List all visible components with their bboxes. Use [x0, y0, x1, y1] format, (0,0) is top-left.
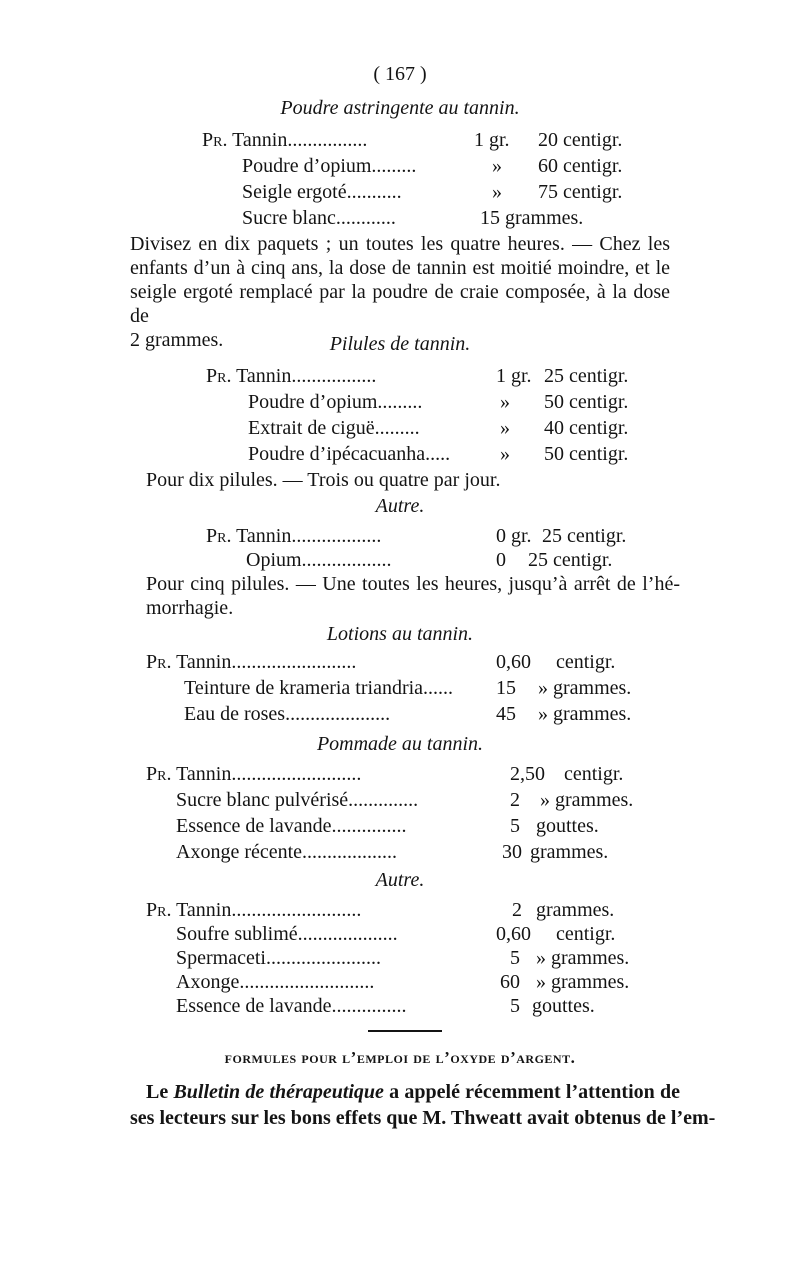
ingredient-unit: gouttes.: [536, 815, 599, 837]
recipe-row: [176, 922, 646, 948]
recipe-row: [242, 180, 642, 206]
ingredient-qty: »: [500, 417, 510, 439]
text-line: 2 grammes.: [130, 329, 224, 351]
ingredient-unit: centigr.: [556, 923, 616, 945]
ingredient-qty: 5: [510, 815, 520, 837]
ingredient-unit: » grammes.: [540, 789, 634, 811]
ingredient-name: Essence de lavande...............: [176, 995, 407, 1017]
ingredient-qty: 45: [496, 703, 516, 725]
ingredient-unit: 50 centigr.: [544, 443, 629, 465]
ingredient-qty: 60: [500, 971, 520, 993]
final-line-2: [130, 1106, 716, 1130]
ingredient-qty: »: [500, 391, 510, 413]
ingredient-name: Seigle ergoté...........: [242, 181, 402, 203]
ingredient-qty: »: [492, 155, 502, 177]
ingredient-qty: 0 gr.: [496, 525, 532, 547]
recipe-row: [146, 762, 646, 788]
text-fragment: Le: [146, 1081, 174, 1103]
ingredient-unit: grammes.: [536, 899, 615, 921]
recipe-row: [146, 898, 646, 924]
ingredient-unit: 75 centigr.: [538, 181, 623, 203]
section-title-poudre: Poudre astringente au tannin.: [280, 97, 520, 119]
ingredient-name: Tannin..........................: [176, 763, 362, 785]
recipe-row: [206, 524, 646, 550]
paragraph-autre: [146, 572, 680, 620]
ingredient-unit: 40 centigr.: [544, 417, 629, 439]
section-heading-oxyde: formules pour l’emploi de l’oxyde d’argent.: [224, 1048, 576, 1067]
recipe-row: [176, 814, 646, 840]
ingredient-unit: 50 centigr.: [544, 391, 629, 413]
ingredient-unit: 25 centigr.: [528, 549, 613, 571]
ingredient-unit: centigr.: [564, 763, 624, 785]
ingredient-unit: 25 centigr.: [544, 365, 629, 387]
recipe-row: [176, 994, 646, 1020]
ingredient-name: Poudre d’opium.........: [242, 155, 417, 177]
rx-marker: Pr.: [206, 525, 232, 547]
text-fragment: ses lecteurs sur les bons effets que M. Thweatt avait obtenus de l’em-: [130, 1107, 716, 1129]
rx-marker: Pr.: [146, 899, 172, 921]
text-fragment: a appelé récemment l’attention de: [383, 1081, 681, 1103]
ingredient-qty: 1 gr.: [496, 365, 532, 387]
section-title-autre-2: Autre.: [375, 869, 425, 891]
text-line: enfants d’un à cinq ans, la dose de tannin est moitié moindre, et le: [130, 257, 670, 279]
text-line: morrhagie.: [146, 597, 234, 619]
ingredient-unit: 25 centigr.: [542, 525, 627, 547]
ingredient-unit: » grammes.: [536, 947, 630, 969]
ingredient-qty: »: [500, 443, 510, 465]
ingredient-qty: 2: [512, 899, 522, 921]
recipe-row: [248, 442, 648, 468]
page-number: ( 167 ): [373, 63, 427, 85]
ingredient-name: Tannin.................: [236, 365, 377, 387]
ingredient-name: Teinture de krameria triandria......: [184, 677, 454, 699]
recipe-row: [248, 390, 648, 416]
ingredient-name: Sucre blanc............: [242, 207, 396, 229]
ingredient-unit: » grammes.: [538, 677, 632, 699]
ingredient-unit: grammes.: [530, 841, 609, 863]
ingredient-unit: » grammes.: [536, 971, 630, 993]
rx-marker: Pr.: [206, 365, 232, 387]
ingredient-name: Opium..................: [246, 549, 392, 571]
ingredient-unit: » grammes.: [538, 703, 632, 725]
ingredient-name: Tannin.........................: [176, 651, 357, 673]
journal-title: Bulletin de thérapeutique: [173, 1081, 384, 1103]
recipe-row: [242, 206, 642, 232]
ingredient-name: Extrait de ciguë.........: [248, 417, 420, 439]
ingredient-name: Sucre blanc pulvérisé..............: [176, 789, 419, 811]
ingredient-name: Tannin..........................: [176, 899, 362, 921]
recipe-row: [146, 650, 646, 676]
ingredient-name: Axonge récente...................: [176, 841, 398, 863]
ingredient-name: Spermaceti.......................: [176, 947, 381, 969]
section-title-pommade: Pommade au tannin.: [316, 733, 484, 755]
ingredient-name: Soufre sublimé....................: [176, 923, 398, 945]
section-title-lotions: Lotions au tannin.: [326, 623, 474, 645]
ingredient-unit: 60 centigr.: [538, 155, 623, 177]
rx-marker: Pr.: [146, 651, 172, 673]
ingredient-qty: 0: [496, 549, 506, 571]
text-line: seigle ergoté remplacé par la poudre de craie composée, à la dose de: [130, 281, 670, 327]
recipe-row: [176, 840, 646, 866]
rx-marker: Pr.: [202, 129, 228, 151]
ingredient-qty: 15 grammes.: [480, 207, 584, 229]
ingredient-qty: 0,60: [496, 923, 531, 945]
ingredient-name: Essence de lavande...............: [176, 815, 407, 837]
recipe-row: [246, 548, 646, 574]
ingredient-unit: 20 centigr.: [538, 129, 623, 151]
recipe-row: [176, 788, 646, 814]
section-title-pilules: Pilules de tannin.: [329, 333, 471, 355]
ingredient-qty: 5: [510, 995, 520, 1017]
ingredient-qty: 1 gr.: [474, 129, 510, 151]
ingredient-name: Axonge...........................: [176, 971, 375, 993]
ingredient-qty: 5: [510, 947, 520, 969]
ingredient-name: Poudre d’opium.........: [248, 391, 423, 413]
ingredient-qty: »: [492, 181, 502, 203]
ingredient-qty: 2,50: [510, 763, 545, 785]
ingredient-unit: gouttes.: [532, 995, 595, 1017]
ingredient-name: Eau de roses.....................: [184, 703, 391, 725]
recipe-row: [184, 676, 644, 702]
rx-marker: Pr.: [146, 763, 172, 785]
recipe-row: [176, 946, 646, 972]
ingredient-unit: centigr.: [556, 651, 616, 673]
text-line: Pour cinq pilules. — Une toutes les heures, jusqu’à arrêt de l’hé-: [146, 573, 680, 595]
ingredient-qty: 0,60: [496, 651, 531, 673]
recipe-row: [242, 154, 642, 180]
recipe-row: [202, 128, 642, 154]
text-line: Divisez en dix paquets ; un toutes les quatre heures. — Chez les: [130, 233, 670, 255]
ingredient-qty: 2: [510, 789, 520, 811]
ingredient-qty: 30: [502, 841, 522, 863]
ingredient-name: Tannin..................: [236, 525, 382, 547]
ingredient-name: Poudre d’ipécacuanha.....: [248, 443, 451, 465]
ingredient-qty: 15: [496, 677, 516, 699]
ingredient-name: Tannin................: [232, 129, 368, 151]
section-title-autre-1: Autre.: [375, 495, 425, 517]
recipe-row: [184, 702, 644, 728]
recipe-row: [206, 364, 646, 390]
separator-rule: [368, 1030, 442, 1032]
recipe-row: [176, 970, 646, 996]
text-line: Pour dix pilules. — Trois ou quatre par jour.: [146, 469, 501, 491]
recipe-row: [248, 416, 648, 442]
final-line-1: [146, 1080, 680, 1104]
